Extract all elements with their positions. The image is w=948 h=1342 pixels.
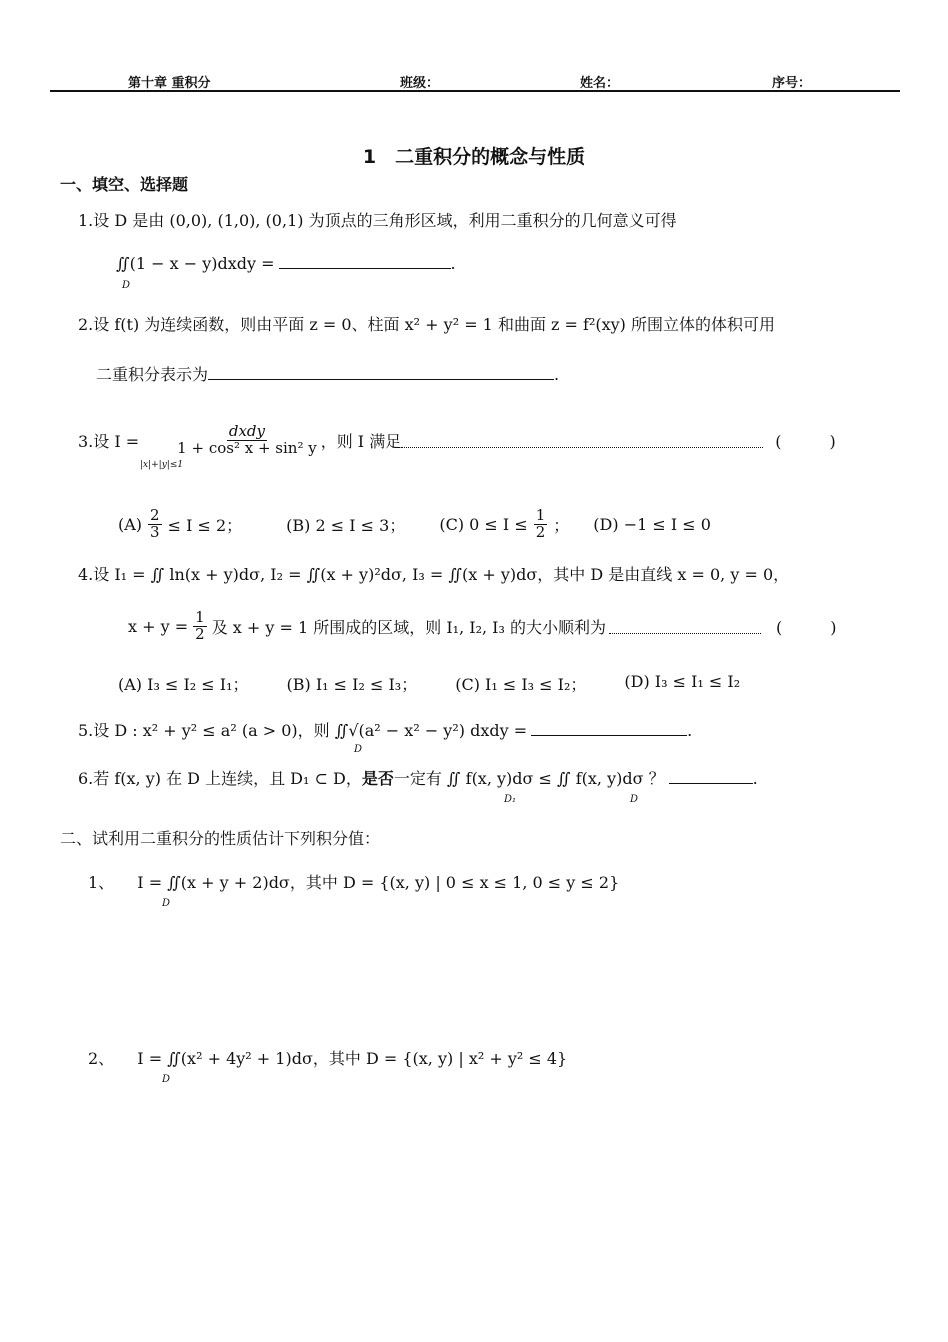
q2-line2-row <box>96 362 559 385</box>
q4-option-b: (B) I₁ ≤ I₂ ≤ I₃； <box>286 675 418 694</box>
section2-heading: 二、试利用二重积分的性质估计下列积分值： <box>60 829 381 848</box>
q4-line2-b: 及 x + y = 1 所围成的区域，则 I₁, I₂, I₃ 的大小顺利为 <box>211 617 606 637</box>
q4-line2-num: 1 <box>195 608 205 626</box>
q4-line2-den: 2 <box>195 624 205 643</box>
q3-row <box>78 424 836 457</box>
q3-option-a-frac <box>148 508 162 541</box>
q4-options <box>118 672 740 695</box>
q5-domain: D <box>354 744 363 755</box>
q3-option-c-tail: ； <box>553 515 570 535</box>
q6-end: . <box>752 769 758 788</box>
q4-line1: 4.设 I₁ = ∬ ln(x + y)dσ, I₂ = ∬(x + y)²dσ, I₃ = ∬(x + y)dσ，其中 D 是由直线 x = 0, y = 0， <box>78 565 790 584</box>
q6-text-b: 一定有 ∬ f(x, y)dσ ≤ ∬ f(x, y)dσ ？ <box>393 769 665 788</box>
q4-line2-frac <box>193 610 207 643</box>
number-label: 序号： <box>772 76 812 91</box>
q3-option-c-frac <box>534 508 548 541</box>
q2-line1: 2.设 f(t) 为连续函数，则由平面 z = 0、柱面 x² + y² = 1 和曲面 z = f²(xy) 所围立体的体积可用 <box>78 315 776 334</box>
q3-numerator: dxdy <box>228 422 266 440</box>
problem2-row <box>88 1046 567 1069</box>
q6-text-a: 6.若 f(x, y) 在 D 上连续，且 D₁ ⊂ D， <box>78 769 362 788</box>
problem1-row <box>88 870 619 893</box>
class-label: 班级： <box>400 76 440 91</box>
q6-row <box>78 766 758 789</box>
q3-suffix: ，则 I 满足 <box>320 431 402 451</box>
q6-domain-d1: D₁ <box>504 794 517 805</box>
q3-options <box>118 508 711 541</box>
q5-row <box>78 718 692 741</box>
q2-end: . <box>554 365 560 384</box>
problem1-domain: D <box>162 898 171 909</box>
q3-prefix: 3.设 I = <box>78 431 140 451</box>
problem2-number: 2、 <box>88 1049 115 1068</box>
problem2-expr: I = ∬(x² + 4y² + 1)dσ，其中 D = {(x, y) | x² + y² ≤ 4} <box>137 1049 568 1068</box>
q3-option-b: (B) 2 ≤ I ≤ 3； <box>286 515 406 535</box>
q4-option-d: (D) I₃ ≤ I₁ ≤ I₂ <box>624 672 741 691</box>
name-label: 姓名： <box>580 76 620 91</box>
q3-option-a-den: 3 <box>150 522 160 541</box>
q3-option-a-tail: ≤ I ≤ 2； <box>167 515 243 535</box>
q5-answer-blank[interactable] <box>531 721 687 736</box>
section1-heading: 一、填空、选择题 <box>60 175 189 194</box>
q3-option-a-label: (A) <box>118 514 143 534</box>
problem1-expr: I = ∬(x + y + 2)dσ，其中 D = {(x, y) | 0 ≤ x ≤ 1, 0 ≤ y ≤ 2} <box>137 873 620 892</box>
q1-answer-blank[interactable] <box>279 254 451 269</box>
q6-domain-d: D <box>630 794 639 805</box>
q3-paren: ( ) <box>775 431 836 451</box>
q3-option-c-num: 1 <box>535 506 546 524</box>
q1-end: . <box>450 254 456 273</box>
q3-answer-blank[interactable] <box>401 433 763 448</box>
q3-fraction <box>175 424 319 457</box>
problem2-domain: D <box>162 1074 171 1085</box>
q4-option-a: (A) I₃ ≤ I₂ ≤ I₁； <box>118 675 249 694</box>
q3-option-c-den: 2 <box>535 522 546 541</box>
q4-line2-a: x + y = <box>128 616 189 636</box>
page-title: 1 二重积分的概念与性质 <box>362 146 586 168</box>
q3-option-d: (D) −1 ≤ I ≤ 0 <box>593 514 711 534</box>
q4-line2-row <box>128 610 836 643</box>
q3-option-a-num: 2 <box>150 506 160 524</box>
q3-denominator: 1 + cos² x + sin² y <box>177 438 317 457</box>
q1-line1: 1.设 D 是由 (0,0), (1,0), (0,1) 为顶点的三角形区域，利用二重积分的几何意义可得 <box>78 211 677 230</box>
q1-domain: D <box>122 280 131 291</box>
q1-expression <box>116 254 456 273</box>
q3-option-c: (C) 0 ≤ I ≤ <box>439 514 528 534</box>
q6-answer-blank[interactable] <box>669 769 753 784</box>
q2-answer-blank[interactable] <box>208 365 554 380</box>
q3-domain: |x|+|y|≤1 <box>140 460 184 470</box>
q5-text: 5.设 D : x² + y² ≤ a² (a > 0)，则 ∬√(a² − x² − y²) dxdy = <box>78 721 528 740</box>
problem1-number: 1、 <box>88 873 115 892</box>
q2-line2: 二重积分表示为 <box>96 365 209 384</box>
q1-expr: ∬(1 − x − y)dxdy = <box>116 254 275 273</box>
q4-paren: ( ) <box>775 617 837 637</box>
q4-answer-blank[interactable] <box>609 619 761 634</box>
header-rule <box>50 90 900 92</box>
q4-option-c: (C) I₁ ≤ I₃ ≤ I₂； <box>455 675 587 694</box>
chapter-label: 第十章 重积分 <box>128 76 211 91</box>
q6-bold: 是否 <box>361 769 394 788</box>
q5-end: . <box>687 721 693 740</box>
